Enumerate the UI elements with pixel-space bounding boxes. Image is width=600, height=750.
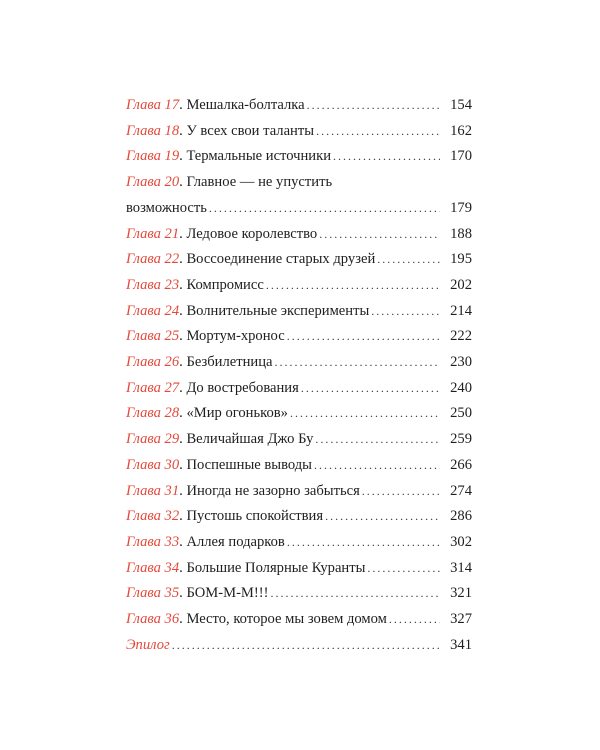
chapter-label: Глава 27 [126, 379, 180, 396]
page-number: 170 [450, 148, 472, 165]
toc-entry-chapter-21[interactable]: Глава 21 . Ледовое королевство . . . 188 [126, 222, 472, 248]
chapter-label: Глава 34 [126, 559, 180, 576]
chapter-label: Глава 35 [126, 585, 180, 602]
leader-dots [275, 350, 440, 376]
chapter-title: Компромисс [186, 276, 264, 293]
chapter-title: Ледовое королевство [186, 225, 318, 242]
page-number: 302 [450, 533, 472, 550]
chapter-title: До востребования [186, 379, 299, 396]
leader-dots [290, 401, 440, 427]
leader-dots [362, 479, 440, 505]
epilogue-label: Эпилог [126, 636, 170, 653]
chapter-label: Глава 20 [126, 174, 180, 191]
toc-entry-chapter-23[interactable]: Глава 23 . Компромисс . . . 202 [126, 273, 472, 299]
chapter-title: БОМ-М-М!!! [186, 585, 269, 602]
chapter-label: Глава 29 [126, 431, 180, 448]
chapter-label: Глава 21 [126, 225, 180, 242]
leader-dots [315, 427, 440, 453]
chapter-label: Глава 32 [126, 508, 180, 525]
chapter-title: Мортум-хронос [186, 328, 285, 345]
chapter-label: Глава 23 [126, 276, 180, 293]
chapter-label: Глава 18 [126, 122, 180, 139]
chapter-title: Волнительные эксперименты [186, 302, 370, 319]
chapter-label: Глава 36 [126, 611, 180, 628]
chapter-title: Поспешные выводы [186, 456, 312, 473]
page-number: 222 [450, 328, 472, 345]
leader-dots [287, 530, 440, 556]
toc-entry-chapter-17[interactable]: Глава 17 . Мешалка-болталка . . . 154 [126, 93, 472, 119]
chapter-label: Глава 26 [126, 354, 180, 371]
page-number: 230 [450, 354, 472, 371]
toc-entry-chapter-27[interactable]: Глава 27 . До востребования . . . 240 [126, 376, 472, 402]
chapter-label: Глава 30 [126, 456, 180, 473]
page-number: 179 [450, 199, 472, 216]
chapter-title-line-2: возможность [126, 199, 207, 216]
page-number: 162 [450, 122, 472, 139]
page-number: 250 [450, 405, 472, 422]
chapter-label: Глава 22 [126, 251, 180, 268]
chapter-title: Большие Полярные Куранты [186, 559, 366, 576]
page-number: 321 [450, 585, 472, 602]
leader-dots [314, 453, 440, 479]
leader-dots [325, 504, 440, 530]
page-number: 188 [450, 225, 472, 242]
leader-dots [333, 144, 440, 170]
page-number: 274 [450, 482, 472, 499]
toc-entry-chapter-29[interactable]: Глава 29 . Величайшая Джо Бу . . . 259 [126, 427, 472, 453]
chapter-label: Глава 33 [126, 533, 180, 550]
leader-dots [367, 556, 440, 582]
toc-entry-chapter-35[interactable]: Глава 35 . БОМ-М-М!!! . . . 321 [126, 581, 472, 607]
toc-entry-chapter-28[interactable]: Глава 28 . «Мир огоньков» . . . 250 [126, 401, 472, 427]
chapter-title: Иногда не зазорно забыться [186, 482, 360, 499]
leader-dots [307, 93, 440, 119]
page-number: 341 [450, 636, 472, 653]
leader-dots [316, 119, 440, 145]
page-number: 154 [450, 97, 472, 113]
chapter-title: Воссоединение старых друзей [186, 251, 376, 268]
page-number: 195 [450, 251, 472, 268]
toc-entry-chapter-18[interactable]: Глава 18 . У всех свои таланты . . . 162 [126, 119, 472, 145]
chapter-title: Место, которое мы зовем домом [186, 611, 387, 628]
toc-entry-chapter-22[interactable]: Глава 22 . Воссоединение старых друзей . . . 195 [126, 247, 472, 273]
chapter-title: Мешалка-болталка [186, 97, 305, 113]
leader-dots [266, 273, 440, 299]
leader-dots [287, 324, 440, 350]
page-number: 240 [450, 379, 472, 396]
leader-dots [301, 376, 440, 402]
chapter-title: Термальные источники [186, 148, 332, 165]
chapter-title: Безбилетница [186, 354, 273, 371]
chapter-label: Глава 31 [126, 482, 180, 499]
page-number: 327 [450, 611, 472, 628]
page-number: 202 [450, 276, 472, 293]
chapter-title: Величайшая Джо Бу [186, 431, 314, 448]
chapter-label: Глава 24 [126, 302, 180, 319]
leader-dots [377, 247, 440, 273]
chapter-label: Глава 17 [126, 97, 180, 113]
toc-entry-chapter-19[interactable]: Глава 19 . Термальные источники . . . 170 [126, 144, 472, 170]
toc-entry-chapter-32[interactable]: Глава 32 . Пустошь спокойствия . . . 286 [126, 504, 472, 530]
toc-entry-epilogue[interactable] [126, 633, 472, 659]
toc-entry-chapter-34[interactable]: Глава 34 . Большие Полярные Куранты . . . 314 [126, 556, 472, 582]
chapter-title-line-1: Главное — не упустить [186, 174, 333, 191]
toc-entry-chapter-25[interactable]: Глава 25 . Мортум-хронос . . . 222 [126, 324, 472, 350]
toc-entry-chapter-33[interactable]: Глава 33 . Аллея подарков . . . 302 [126, 530, 472, 556]
page-number: 286 [450, 508, 472, 525]
leader-dots [371, 299, 440, 325]
toc-entry-chapter-36[interactable]: Глава 36 . Место, которое мы зовем домом . . . 327 [126, 607, 472, 633]
leader-dots [271, 581, 441, 607]
chapter-label: Глава 19 [126, 148, 180, 165]
toc-entry-chapter-26[interactable]: Глава 26 . Безбилетница . . . 230 [126, 350, 472, 376]
page-number: 214 [450, 302, 472, 319]
toc-entry-chapter-30[interactable]: Глава 30 . Поспешные выводы . . . 266 [126, 453, 472, 479]
toc-entry-chapter-31[interactable]: Глава 31 . Иногда не зазорно забыться . . . 274 [126, 479, 472, 505]
page-number: 314 [450, 559, 472, 576]
page-number: 259 [450, 431, 472, 448]
leader-dots [319, 222, 440, 248]
chapter-title: «Мир огоньков» [186, 405, 288, 422]
toc-entry-chapter-20[interactable]: Глава 20 . Главное — не упустить возможность . . . 179 [126, 170, 472, 221]
leader-dots [172, 633, 440, 659]
chapter-title: Пустошь спокойствия [186, 508, 324, 525]
chapter-label: Глава 28 [126, 405, 180, 422]
table-of-contents [126, 93, 472, 658]
leader-dots [209, 196, 440, 222]
chapter-title: Аллея подарков [186, 533, 285, 550]
chapter-title: У всех свои таланты [186, 122, 315, 139]
page-number: 266 [450, 456, 472, 473]
toc-entry-chapter-24[interactable]: Глава 24 . Волнительные эксперименты . . . 214 [126, 299, 472, 325]
leader-dots [389, 607, 440, 633]
chapter-label: Глава 25 [126, 328, 180, 345]
